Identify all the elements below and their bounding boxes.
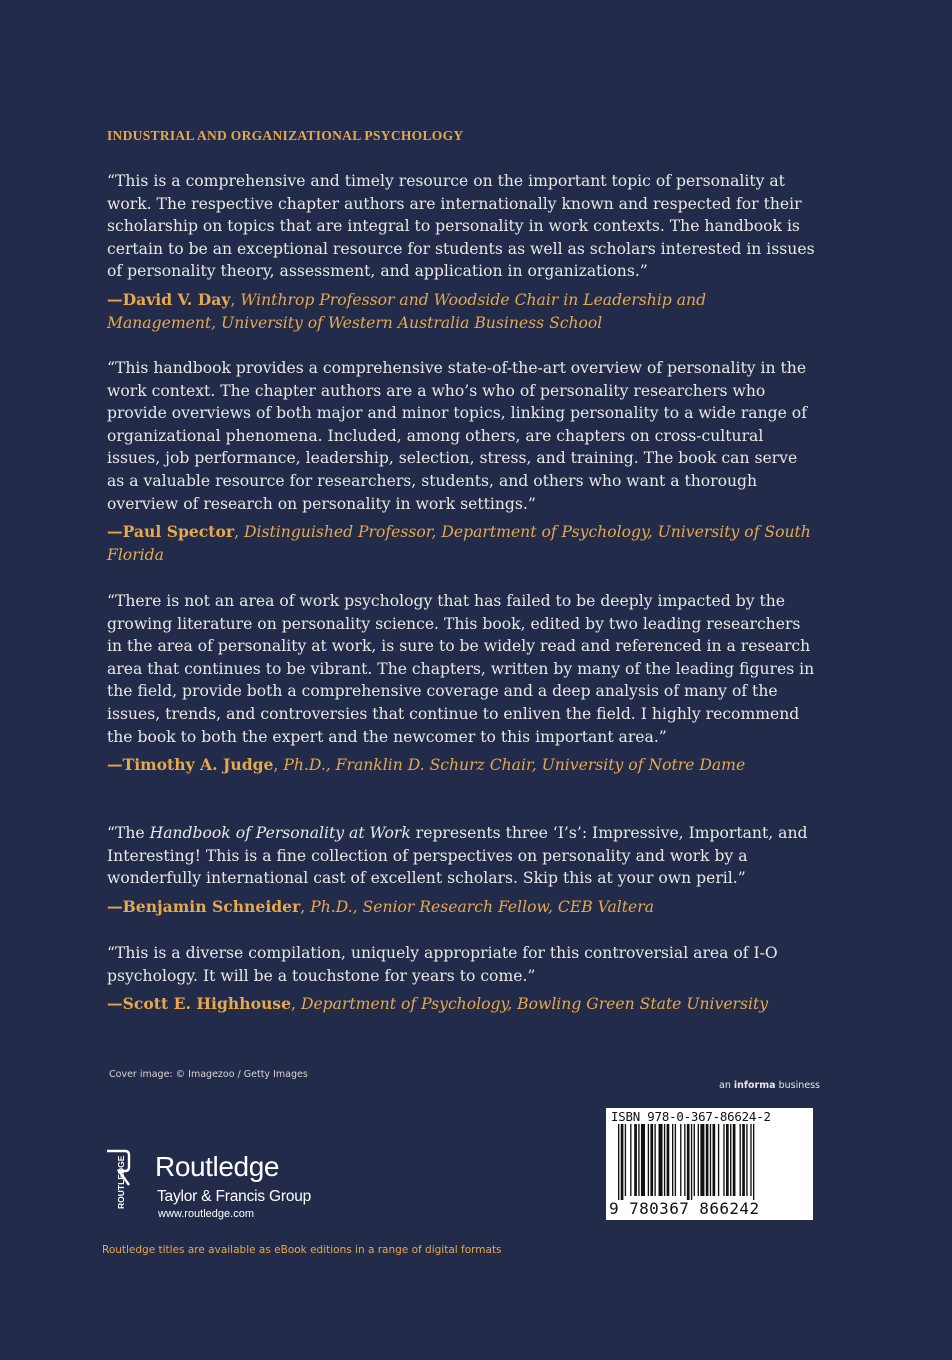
barcode-bar: [742, 1124, 745, 1196]
attribution-separator: ,: [230, 290, 241, 309]
quote-attribution: [107, 521, 819, 566]
barcode-bar: [746, 1124, 747, 1196]
informa-suffix: business: [775, 1080, 820, 1091]
publisher-group: Taylor & Francis Group: [157, 1188, 312, 1205]
endorsement-quote: [107, 942, 819, 1016]
ebook-availability-note: Routledge titles are available as eBook editions in a range of digital formats: [102, 1244, 502, 1256]
barcode-bar: [667, 1124, 670, 1196]
endorser-title: Department of Psychology, Bowling Green State University: [300, 995, 769, 1014]
informa-brand: informa: [733, 1080, 776, 1091]
quote-text-start: “The: [107, 824, 150, 842]
book-title-italic: Handbook of Personality at Work: [149, 824, 411, 842]
quote-attribution: [107, 993, 819, 1016]
isbn-label: ISBN 978-0-367-86624-2: [611, 1109, 771, 1124]
barcode-bars: [618, 1124, 802, 1200]
quote-text: “This is a comprehensive and timely resource on the important topic of personality at work. The respective chapter authors are internationally known and respected for their scholarship on topics that are integral to personality in work contexts. The handbook is certain to be an exceptional resource for students as well as scholars interested in issues of personality theory, assessment, and application in organizations.”: [107, 172, 815, 281]
barcode-bar: [733, 1124, 736, 1196]
endorsement-quote: [107, 590, 819, 777]
barcode-bar: [672, 1124, 673, 1196]
attribution-separator: ,: [234, 523, 245, 542]
endorsement-quote: [107, 170, 819, 334]
barcode-bar: [723, 1124, 724, 1196]
barcode-bar: [650, 1124, 653, 1196]
quote-text: “This handbook provides a comprehensive state-of-the-art overview of personality in the work context. The chapter authors are a who’s who of personality researchers who provide overviews of both major and minor topics, linking personality to a wide range of organizational phenomena. Included, among others, are chapters on cross-cultural issues, job performance, leadership, selection, stress, and training. The book can serve as a valuable resource for researchers, students, and others who want a thorough overview of research on personality in work settings.”: [107, 359, 807, 513]
logo-vertical-text: ROUTLEDGE: [116, 1155, 126, 1209]
category-heading: INDUSTRIAL AND ORGANIZATIONAL PSYCHOLOGY: [107, 128, 464, 143]
ean-digits: 9 780367 866242: [609, 1199, 760, 1218]
barcode-bar: [659, 1124, 663, 1196]
barcode-bar: [675, 1124, 676, 1196]
quote-text-end: represents three ‘I’s’: Impressive, Important, and Interesting! This is a fine collection of perspectives on personality and work by a wonderfully international cast of excellent scholars. Skip this at your own peril.”: [107, 824, 808, 888]
routledge-logo-icon: [103, 1149, 131, 1211]
informa-tagline: [719, 1080, 820, 1091]
barcode-bar: [753, 1124, 754, 1200]
endorser-name: —David V. Day: [107, 289, 231, 309]
quote-attribution: [107, 896, 819, 919]
barcode-bar: [648, 1124, 649, 1196]
barcode-bar: [710, 1124, 711, 1196]
quote-text: [107, 822, 819, 890]
endorser-name: —Benjamin Schneider: [107, 896, 301, 916]
barcode-bar: [630, 1124, 631, 1196]
attribution-separator: ,: [273, 756, 284, 775]
publisher-url[interactable]: www.routledge.com: [158, 1208, 254, 1220]
quote-text: “There is not an area of work psychology that has failed to be deeply impacted by the growing literature on personality science. This book, edited by two leading researchers in the area of personality at work, is sure to be widely read and referenced in a research area that continues to be vibrant. The chapters, written by many of the leading figures in the field, provide both a comprehensive coverage and a deep analysis of many of the issues, trends, and controversies that continue to enliven the field. I highly recommend the book to both the expert and the newcomer to this important area.”: [107, 592, 815, 746]
endorser-name: —Scott E. Highhouse: [107, 994, 292, 1014]
quote-text: “This is a diverse compilation, uniquely appropriate for this controversial area of I-O psychology. It will be a touchstone for years to come.”: [107, 944, 778, 985]
endorser-name: —Timothy A. Judge: [107, 755, 274, 775]
publisher-name: Routledge: [155, 1151, 280, 1182]
barcode-bar: [625, 1124, 626, 1196]
endorser-title: Winthrop Professor and Woodside Chair in Leadership and Management, University of Western Australia Business School: [107, 290, 707, 332]
endorser-title: Ph.D., Senior Research Fellow, CEB Valtera: [310, 897, 655, 916]
barcode-bar: [698, 1124, 699, 1196]
barcode-bar: [634, 1124, 637, 1196]
endorsement-quote: [107, 822, 819, 918]
barcode-bar: [641, 1124, 645, 1196]
endorsement-quote: [107, 357, 819, 566]
barcode-bar: [638, 1124, 639, 1196]
quote-attribution: [107, 754, 819, 777]
barcode-bar: [664, 1124, 665, 1196]
attribution-separator: ,: [291, 995, 301, 1014]
barcode-bar: [680, 1124, 681, 1196]
barcode-bar: [730, 1124, 731, 1196]
informa-prefix: an: [719, 1080, 734, 1091]
barcode-bar: [687, 1124, 690, 1200]
endorser-title: Ph.D., Franklin D. Schurz Chair, University of Notre Dame: [283, 756, 746, 775]
barcode-bar: [706, 1124, 709, 1196]
barcode-bar: [713, 1124, 716, 1196]
barcode-bar: [691, 1124, 692, 1200]
barcode-bar: [618, 1124, 619, 1200]
cover-image-credit: Cover image: © Imagezoo / Getty Images: [109, 1069, 308, 1080]
endorser-title: Distinguished Professor, Department of Psychology, University of South Florida: [107, 523, 811, 564]
barcode-bar: [726, 1124, 729, 1196]
isbn-barcode: [606, 1108, 813, 1220]
barcode-bar: [718, 1124, 719, 1196]
barcode-bar: [654, 1124, 655, 1196]
barcode-bar: [684, 1124, 685, 1196]
quote-attribution: [107, 289, 819, 334]
attribution-separator: ,: [300, 897, 311, 916]
endorser-name: —Paul Spector: [107, 522, 235, 542]
barcode-bar: [740, 1124, 741, 1196]
barcode-bar: [621, 1124, 624, 1200]
barcode-bar: [694, 1124, 695, 1196]
barcode-bar: [750, 1124, 751, 1196]
barcode-bar: [700, 1124, 704, 1196]
